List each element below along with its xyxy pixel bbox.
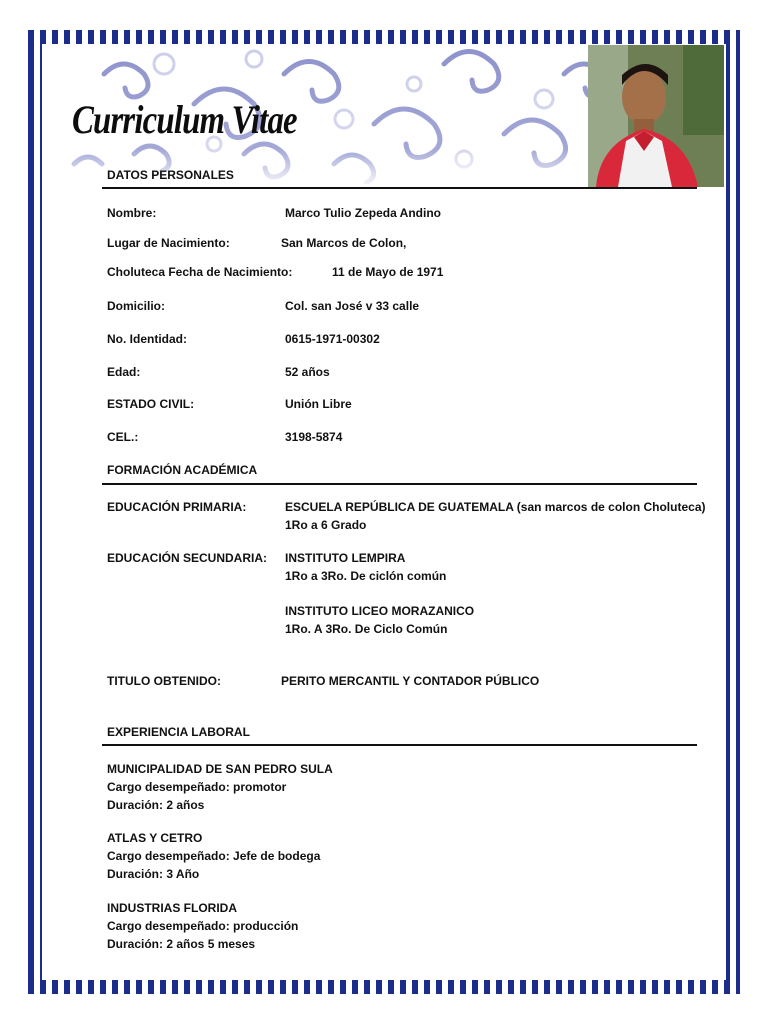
primary-education-details	[285, 498, 706, 534]
experience-company: ATLAS Y CETRO	[107, 831, 203, 845]
value-degree: PERITO MERCANTIL Y CONTADOR PÚBLICO	[281, 674, 540, 688]
label-birthplace: Lugar de Nacimiento:	[107, 236, 230, 250]
experience-role: Cargo desempeñado: promotor	[107, 780, 287, 794]
profile-photo	[588, 45, 724, 187]
secondary-school-1: INSTITUTO LEMPIRA	[285, 551, 406, 565]
experience-duration: Duración: 2 años 5 meses	[107, 937, 256, 951]
secondary-education-details	[285, 549, 446, 585]
section-divider	[102, 744, 697, 746]
value-address: Col. san José v 33 calle	[285, 299, 420, 313]
label-age: Edad:	[107, 365, 141, 379]
secondary-grades-2: 1Ro. A 3Ro. De Ciclo Común	[285, 622, 448, 636]
experience-role: Cargo desempeñado: Jefe de bodega	[107, 849, 321, 863]
value-phone: 3198-5874	[285, 430, 343, 444]
section-heading-personal: DATOS PERSONALES	[107, 168, 234, 182]
label-name: Nombre:	[107, 206, 157, 220]
value-id-number: 0615-1971-00302	[285, 332, 380, 346]
secondary-education-details-2	[285, 602, 474, 638]
experience-company: INDUSTRIAS FLORIDA	[107, 901, 237, 915]
value-birthdate: 11 de Mayo de 1971	[332, 265, 444, 279]
value-name: Marco Tulio Zepeda Andino	[285, 206, 441, 220]
label-birthdate: Choluteca Fecha de Nacimiento:	[107, 265, 293, 279]
value-birthplace: San Marcos de Colon,	[281, 236, 407, 250]
label-degree: TITULO OBTENIDO:	[107, 674, 221, 688]
experience-item	[107, 829, 320, 883]
primary-grades: 1Ro a 6 Grado	[285, 518, 367, 532]
value-age: 52 años	[285, 365, 330, 379]
experience-duration: Duración: 3 Año	[107, 867, 200, 881]
value-marital-status: Unión Libre	[285, 397, 352, 411]
experience-duration: Duración: 2 años	[107, 798, 205, 812]
section-divider	[102, 187, 697, 189]
label-marital-status: ESTADO CIVIL:	[107, 397, 195, 411]
section-heading-experience: EXPERIENCIA LABORAL	[107, 725, 250, 739]
experience-item	[107, 899, 298, 953]
experience-item	[107, 760, 333, 814]
page-title: Curriculum Vitae	[72, 97, 297, 142]
label-address: Domicilio:	[107, 299, 166, 313]
secondary-grades-1: 1Ro a 3Ro. De ciclón común	[285, 569, 447, 583]
label-primary-education: EDUCACIÓN PRIMARIA:	[107, 500, 247, 514]
section-heading-education: FORMACIÓN ACADÉMICA	[107, 463, 258, 477]
secondary-school-2: INSTITUTO LICEO MORAZANICO	[285, 604, 475, 618]
experience-role: Cargo desempeñado: producción	[107, 919, 299, 933]
label-secondary-education: EDUCACIÓN SECUNDARIA:	[107, 551, 268, 565]
label-phone: CEL.:	[107, 430, 139, 444]
experience-company: MUNICIPALIDAD DE SAN PEDRO SULA	[107, 762, 333, 776]
person-photo-icon	[588, 45, 724, 187]
section-divider	[102, 483, 697, 485]
primary-school: ESCUELA REPÚBLICA DE GUATEMALA (san marcos de colon Choluteca)	[285, 500, 706, 514]
label-id-number: No. Identidad:	[107, 332, 187, 346]
